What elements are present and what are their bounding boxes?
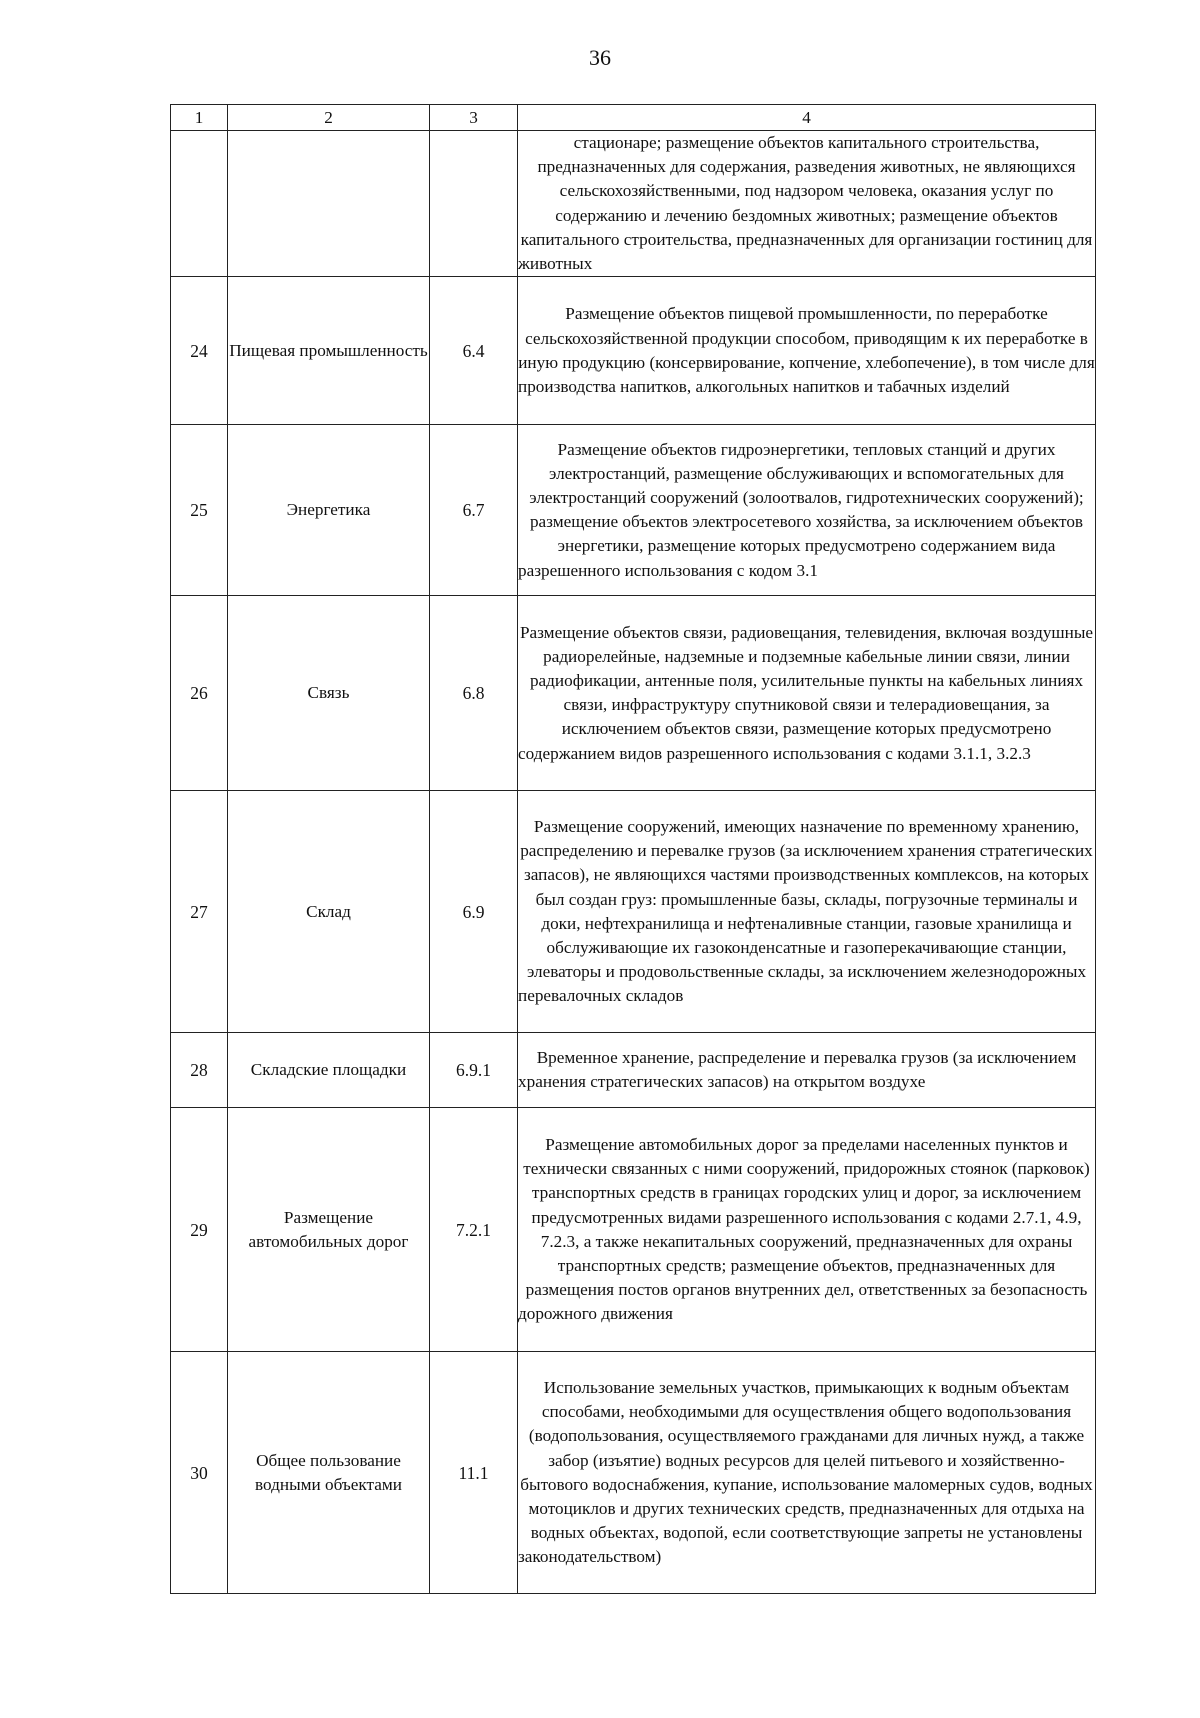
use-type-code: 6.4 xyxy=(430,277,518,425)
table-row xyxy=(171,1352,1096,1594)
use-type-code: 6.9 xyxy=(430,791,518,1033)
table-row xyxy=(171,596,1096,791)
table-row xyxy=(171,425,1096,596)
use-type-description: Временное хранение, распределение и перевалка грузов (за исключением хранения стратегических запасов) на открытом воздухе xyxy=(518,1033,1096,1108)
use-type-description: Размещение автомобильных дорог за пределами населенных пунктов и технически связанных с ними сооружений, придорожных стоянок (парковок) транспортных средств в границах городских улиц и дорог, за исключением предусмотренных видами разрешенного использования с кодами 2.7.1, 4.9, 7.2.3, а также некапитальных сооружений, предназначенных для охраны транспортных средств; размещение объектов, предназначенных для размещения постов органов внутренних дел, ответственных за безопасность дорожного движения xyxy=(518,1108,1096,1352)
use-type-name: Связь xyxy=(228,596,430,791)
row-number: 27 xyxy=(171,791,228,1033)
row-number: 25 xyxy=(171,425,228,596)
row-number: 26 xyxy=(171,596,228,791)
use-type-name xyxy=(228,131,430,277)
table-row xyxy=(171,1033,1096,1108)
use-type-description: Размещение сооружений, имеющих назначение по временному хранению, распределению и перевалке грузов (за исключением хранения стратегических запасов), не являющихся частями производственных комплексов, на которых был создан груз: промышленные базы, склады, погрузочные терминалы и доки, нефтехранилища и нефтеналивные станции, газовые хранилища и обслуживающие их газоконденсатные и газоперекачивающие станции, элеваторы и продовольственные склады, за исключением железнодорожных перевалочных складов xyxy=(518,791,1096,1033)
table-row xyxy=(171,791,1096,1033)
land-use-table xyxy=(170,104,1096,1594)
use-type-name: Пищевая промышленность xyxy=(228,277,430,425)
use-type-code: 6.9.1 xyxy=(430,1033,518,1108)
row-number: 24 xyxy=(171,277,228,425)
use-type-code: 6.7 xyxy=(430,425,518,596)
column-header-2: 2 xyxy=(228,105,430,131)
table-header-row xyxy=(171,105,1096,131)
column-header-3: 3 xyxy=(430,105,518,131)
row-number: 30 xyxy=(171,1352,228,1594)
row-number: 29 xyxy=(171,1108,228,1352)
use-type-description: Размещение объектов связи, радиовещания, телевидения, включая воздушные радиорелейные, надземные и подземные кабельные линии связи, линии радиофикации, антенные поля, усилительные пункты на кабельных линиях связи, инфраструктуру спутниковой связи и телерадиовещания, за исключением объектов связи, размещение которых предусмотрено содержанием видов разрешенного использования с кодами 3.1.1, 3.2.3 xyxy=(518,596,1096,791)
use-type-description: стационаре; размещение объектов капитального строительства, предназначенных для содержания, разведения животных, не являющихся сельскохозяйственными, под надзором человека, оказания услуг по содержанию и лечению бездомных животных; размещение объектов капитального строительства, предназначенных для организации гостиниц для животных xyxy=(518,131,1096,277)
column-header-4: 4 xyxy=(518,105,1096,131)
row-number xyxy=(171,131,228,277)
use-type-name: Энергетика xyxy=(228,425,430,596)
column-header-1: 1 xyxy=(171,105,228,131)
use-type-description: Использование земельных участков, примыкающих к водным объектам способами, необходимыми для осуществления общего водопользования (водопользования, осуществляемого гражданами для личных нужд, а также забор (изъятие) водных ресурсов для целей питьевого и хозяйственно-бытового водоснабжения, купание, использование маломерных судов, водных мотоциклов и других технических средств, предназначенных для отдыха на водных объектах, водопой, если соответствующие запреты не установлены законодательством) xyxy=(518,1352,1096,1594)
use-type-code: 6.8 xyxy=(430,596,518,791)
page-number: 36 xyxy=(589,45,611,70)
table-row xyxy=(171,1108,1096,1352)
table-row xyxy=(171,277,1096,425)
use-type-name: Общее пользование водными объектами xyxy=(228,1352,430,1594)
use-type-code: 11.1 xyxy=(430,1352,518,1594)
use-type-description: Размещение объектов пищевой промышленности, по переработке сельскохозяйственной продукции способом, приводящим к их переработке в иную продукцию (консервирование, копчение, хлебопечение), в том числе для производства напитков, алкогольных напитков и табачных изделий xyxy=(518,277,1096,425)
table-row xyxy=(171,131,1096,277)
row-number: 28 xyxy=(171,1033,228,1108)
use-type-name: Размещение автомобильных дорог xyxy=(228,1108,430,1352)
use-type-code: 7.2.1 xyxy=(430,1108,518,1352)
use-type-description: Размещение объектов гидроэнергетики, тепловых станций и других электростанций, размещение обслуживающих и вспомогательных для электростанций сооружений (золоотвалов, гидротехнических сооружений); размещение объектов электросетевого хозяйства, за исключением объектов энергетики, размещение которых предусмотрено содержанием вида разрешенного использования с кодом 3.1 xyxy=(518,425,1096,596)
use-type-code xyxy=(430,131,518,277)
use-type-name: Склад xyxy=(228,791,430,1033)
use-type-name: Складские площадки xyxy=(228,1033,430,1108)
